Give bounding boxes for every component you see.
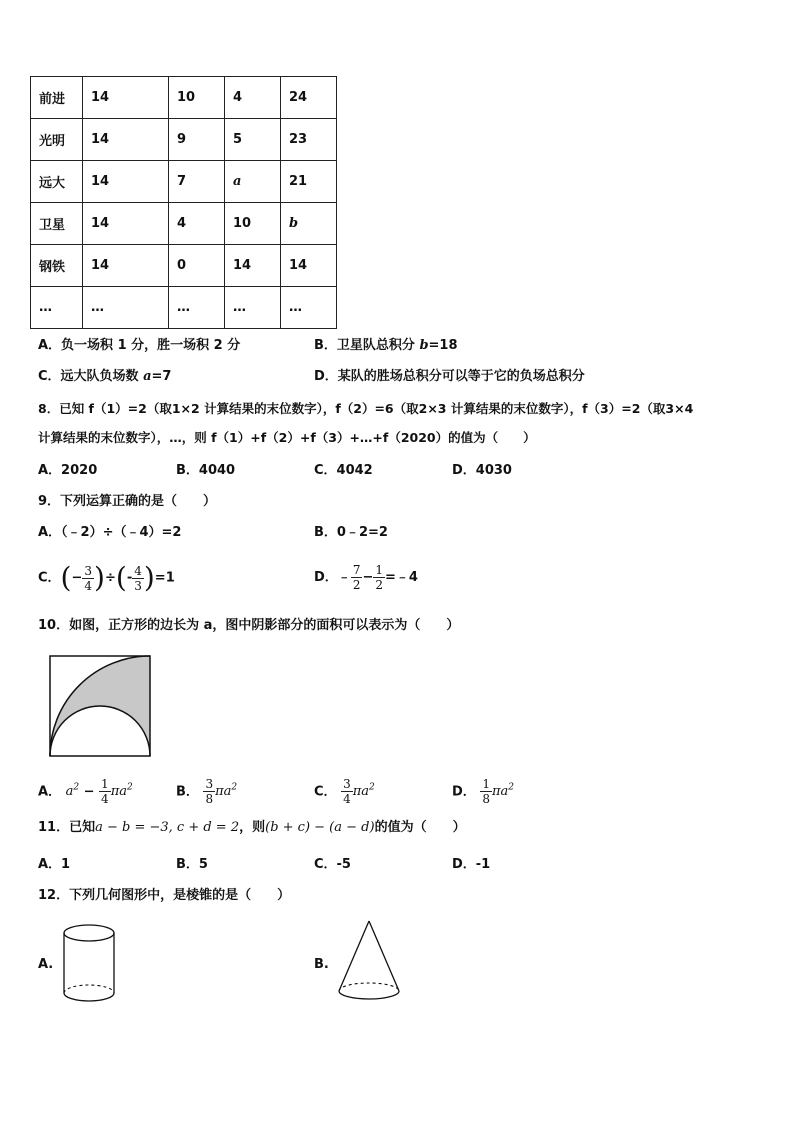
q10-stem: 10．如图，正方形的边长为 a，图中阴影部分的面积可以表示为（ ） bbox=[38, 618, 460, 633]
table-row bbox=[31, 203, 337, 245]
table-cell: … bbox=[169, 287, 225, 329]
table-cell: … bbox=[83, 287, 169, 329]
q11-option-c: C．-5 bbox=[314, 857, 351, 872]
table-cell: b bbox=[281, 203, 337, 245]
q7-option-d: D．某队的胜场总积分可以等于它的负场总积分 bbox=[314, 369, 585, 384]
q10-option-c: C． $\frac{3}{4}$ $\pi a^2$ bbox=[314, 777, 375, 807]
table-cell: 24 bbox=[281, 77, 337, 119]
table-cell: … bbox=[225, 287, 281, 329]
q11-option-b: B．5 bbox=[176, 857, 208, 872]
table-cell: 5 bbox=[225, 119, 281, 161]
q11-option-a: A．1 bbox=[38, 857, 71, 872]
table-cell: 14 bbox=[83, 245, 169, 287]
q12-option-a-label: A. bbox=[38, 957, 54, 972]
table-cell: 14 bbox=[225, 245, 281, 287]
q7-option-b: B．卫星队总积分 b=18 bbox=[314, 338, 458, 353]
table-row bbox=[31, 77, 337, 119]
q8-option-b: B．4040 bbox=[176, 463, 236, 478]
q10-square-figure bbox=[48, 654, 154, 758]
team-name-cell: 钢铁 bbox=[31, 245, 83, 287]
table-row bbox=[31, 287, 337, 329]
cone-icon bbox=[334, 918, 404, 1004]
table-cell: 10 bbox=[225, 203, 281, 245]
table-row bbox=[31, 161, 337, 203]
team-name-cell: … bbox=[31, 287, 83, 329]
q8-option-d: D．4030 bbox=[452, 463, 512, 478]
q8-stem-line2: 计算结果的末位数字），…，则 f（1）+f（2）+f（3）+…+f（2020）的值为（ ） bbox=[38, 430, 536, 445]
q9-stem: 9．下列运算正确的是（ ） bbox=[38, 494, 217, 509]
team-name-cell: 光明 bbox=[31, 119, 83, 161]
table-cell: 23 bbox=[281, 119, 337, 161]
cylinder-icon bbox=[60, 922, 118, 1004]
table-cell: 14 bbox=[281, 245, 337, 287]
q9-option-a: A．（﹣2）÷（﹣4）=2 bbox=[38, 525, 182, 540]
q10-option-b: B． $\frac{3}{8}$ $\pi a^2$ bbox=[176, 777, 238, 807]
table-cell: 14 bbox=[83, 119, 169, 161]
q11-option-d: D．-1 bbox=[452, 857, 491, 872]
q9-option-c: C．(− $\frac{3}{4}$ )÷(- $\frac{4}{3}$ )=1 bbox=[38, 561, 175, 594]
table-row bbox=[31, 245, 337, 287]
team-name-cell: 卫星 bbox=[31, 203, 83, 245]
q8-option-c: C．4042 bbox=[314, 463, 373, 478]
table-cell: 9 bbox=[169, 119, 225, 161]
table-cell: 14 bbox=[83, 77, 169, 119]
table-cell: 4 bbox=[169, 203, 225, 245]
table-cell: 0 bbox=[169, 245, 225, 287]
q12-stem: 12．下列几何图形中，是棱锥的是（ ） bbox=[38, 888, 291, 903]
q11-stem: 11．已知a − b = −3, c + d = 2，则(b + c) − (a − d)的值为（ ） bbox=[38, 820, 466, 835]
table-cell: a bbox=[225, 161, 281, 203]
team-name-cell: 远大 bbox=[31, 161, 83, 203]
table-cell: 4 bbox=[225, 77, 281, 119]
q9-option-b: B．0﹣2=2 bbox=[314, 525, 388, 540]
table-row bbox=[31, 119, 337, 161]
score-table bbox=[30, 76, 337, 329]
q12-option-b-label: B. bbox=[314, 957, 329, 972]
table-cell: 14 bbox=[83, 203, 169, 245]
q10-option-a: A． $a^2$ − $\frac{1}{4}$ $\pi a^2$ bbox=[38, 777, 133, 807]
q7-option-c: C．远大队负场数 a=7 bbox=[38, 369, 172, 384]
table-cell: 10 bbox=[169, 77, 225, 119]
table-cell: 14 bbox=[83, 161, 169, 203]
q8-stem-line1: 8．已知 f（1）=2（取1×2 计算结果的末位数字），f（2）=6（取2×3 计算结果的末位数字），f（3）=2（取3×4 bbox=[38, 401, 694, 416]
q7-option-a: A．负一场积 1 分，胜一场积 2 分 bbox=[38, 338, 241, 353]
table-cell: 21 bbox=[281, 161, 337, 203]
q10-option-d: D． $\frac{1}{8}$ $\pi a^2$ bbox=[452, 777, 514, 807]
q8-option-a: A．2020 bbox=[38, 463, 98, 478]
team-name-cell: 前进 bbox=[31, 77, 83, 119]
table-cell: 7 bbox=[169, 161, 225, 203]
table-cell: … bbox=[281, 287, 337, 329]
q9-option-d: D．﹣ $\frac{7}{2}$ − $\frac{1}{2}$ =﹣4 bbox=[314, 563, 418, 592]
